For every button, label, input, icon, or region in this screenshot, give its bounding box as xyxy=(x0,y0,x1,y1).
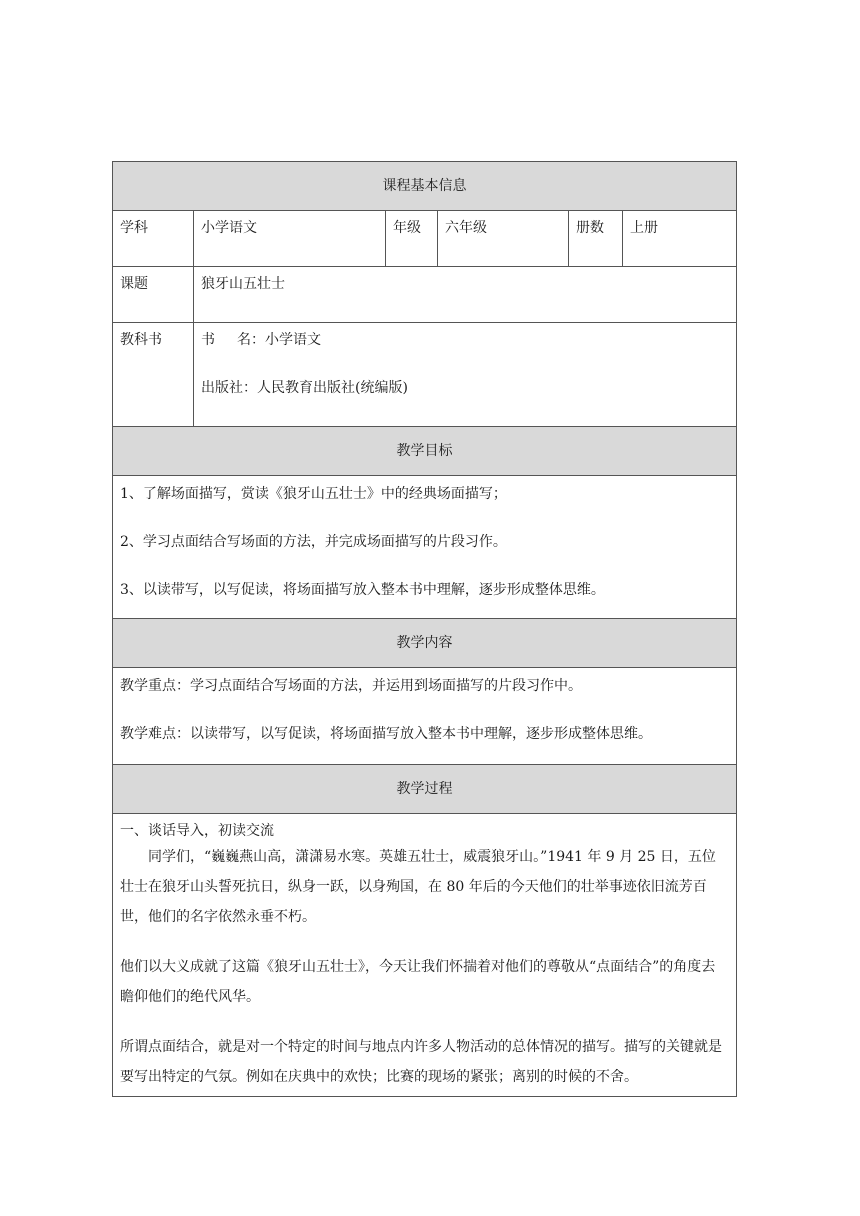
process-header-row xyxy=(113,765,737,814)
content-row xyxy=(113,668,737,765)
goal-item: 2、学习点面结合写场面的方法，并完成场面描写的片段习作。 xyxy=(120,534,507,550)
goals-header-row xyxy=(113,427,737,476)
process-paragraph-3: 所谓点面结合，就是对一个特定的时间与地点内许多人物活动的总体情况的描写。描写的关键就是要写出特定的气氛。例如在庆典中的欢快；比赛的现场的紧张；离别的时候的不舍。 xyxy=(120,1039,722,1085)
basic-info-header-row xyxy=(113,162,737,211)
subject-value: 小学语文 xyxy=(194,211,386,267)
content-header: 教学内容 xyxy=(113,619,737,668)
subject-label: 学科 xyxy=(113,211,194,267)
textbook-label: 教科书 xyxy=(113,323,194,427)
process-header: 教学过程 xyxy=(113,765,737,814)
content-body xyxy=(113,668,737,765)
goals-row xyxy=(113,476,737,619)
goals-list xyxy=(113,476,737,619)
book-name-label-1: 书 xyxy=(201,332,215,348)
volume-label: 册数 xyxy=(569,211,623,267)
process-row xyxy=(113,814,737,1097)
lesson-plan-table xyxy=(112,161,737,1097)
book-name-label-2: 名： xyxy=(237,332,265,348)
key-point: 教学重点：学习点面结合写场面的方法，并运用到场面描写的片段习作中。 xyxy=(120,678,582,694)
publisher-value: 人民教育出版社(统编版) xyxy=(257,380,408,396)
content-header-row xyxy=(113,619,737,668)
book-name-value: 小学语文 xyxy=(265,332,321,348)
goals-header: 教学目标 xyxy=(113,427,737,476)
section-title: 一、谈话导入，初读交流 xyxy=(120,823,274,839)
publisher-label: 出版社： xyxy=(201,380,257,396)
process-paragraph-2: 他们以大义成就了这篇《狼牙山五壮士》，今天让我们怀揣着对他们的尊敬从“点面结合”的角度去瞻仰他们的绝代风华。 xyxy=(120,959,716,1005)
subject-row xyxy=(113,211,737,267)
topic-row xyxy=(113,267,737,323)
volume-value: 上册 xyxy=(623,211,737,267)
process-paragraph-1: 同学们，“巍巍燕山高，潇潇易水寒。英雄五壮士，威震狼牙山。”1941 年 9 月 25 日，五位壮士在狼牙山头誓死抗日，纵身一跃，以身殉国，在 80 年后的今天他们的壮举事迹依旧流芳百世，他们的名字依然永垂不朽。 xyxy=(120,849,716,925)
grade-label: 年级 xyxy=(386,211,438,267)
goal-item: 3、以读带写，以写促读，将场面描写放入整本书中理解，逐步形成整体思维。 xyxy=(120,582,605,598)
textbook-row xyxy=(113,323,737,427)
basic-info-header: 课程基本信息 xyxy=(113,162,737,211)
topic-label: 课题 xyxy=(113,267,194,323)
book-name-line xyxy=(201,330,729,350)
textbook-info xyxy=(194,323,737,427)
difficult-point: 教学难点：以读带写，以写促读，将场面描写放入整本书中理解，逐步形成整体思维。 xyxy=(120,726,652,742)
goal-item: 1、了解场面描写，赏读《狼牙山五壮士》中的经典场面描写； xyxy=(120,486,507,502)
topic-value: 狼牙山五壮士 xyxy=(194,267,737,323)
process-body xyxy=(113,814,737,1097)
publisher-line xyxy=(201,378,729,398)
grade-value: 六年级 xyxy=(438,211,569,267)
